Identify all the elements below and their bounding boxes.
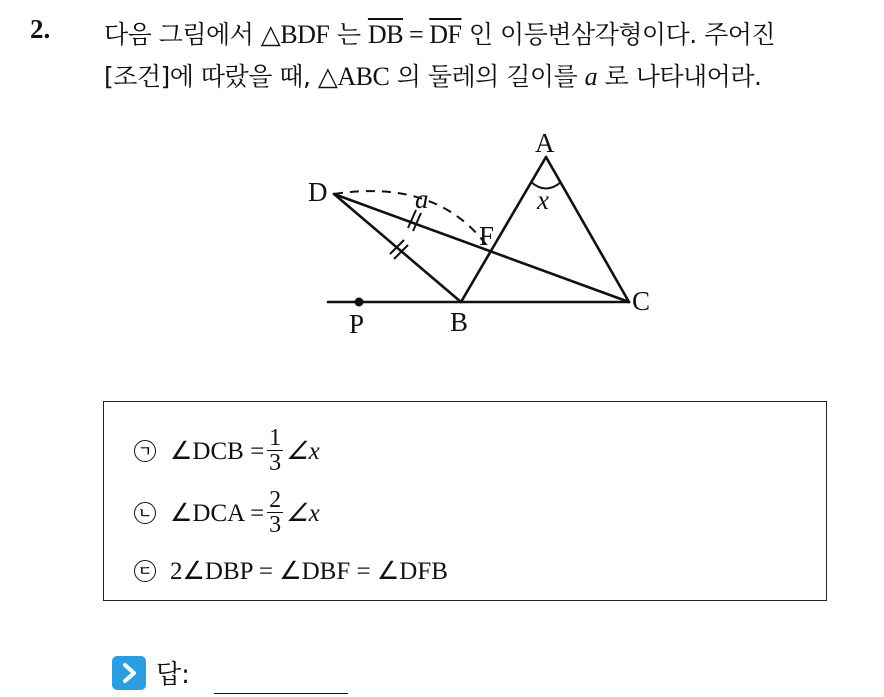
question-number: 2. (30, 14, 51, 44)
label-f: F (479, 221, 495, 251)
fraction-denominator: 3 (269, 512, 282, 538)
condition-3-text: 2∠DBP = ∠DBF = ∠DFB (170, 558, 448, 585)
fraction-numerator: 2 (269, 487, 282, 513)
question-text-part: 의 둘레의 길이를 (389, 62, 585, 91)
marker-giyeok: ㄱ (134, 440, 156, 462)
question-text-part: [조건]에 따랐을 때, (104, 62, 318, 91)
variable-a: a (584, 62, 598, 91)
label-arc-a: a (415, 184, 429, 214)
segment-df: $\overline{DF}$ (429, 20, 462, 49)
question-text-part: 는 (329, 20, 368, 49)
condition-1 (134, 426, 320, 475)
chevron-right-icon (112, 656, 146, 690)
conditions-box (103, 401, 827, 601)
condition-1-lhs: ∠DCB = (170, 437, 265, 465)
segment-db: $\overline{DB}$ (367, 20, 404, 49)
label-p: P (349, 309, 365, 339)
fraction-denominator: 3 (269, 450, 282, 476)
answer-row (112, 654, 190, 691)
question-text-part: 인 이등변삼각형이다. 주어진 (461, 20, 776, 49)
label-d: D (308, 177, 328, 207)
equals-sign: = (403, 20, 430, 49)
fraction-numerator: 1 (269, 425, 282, 451)
label-angle-x: x (537, 185, 549, 215)
segment-db-line (334, 194, 461, 302)
question-text-part: 다음 그림에서 (104, 20, 261, 49)
question-text-part: 로 나타내어라. (597, 62, 762, 91)
condition-1-rhs: ∠x (286, 437, 320, 465)
triangle-bdf: △BDF (260, 20, 330, 49)
condition-2 (134, 488, 320, 537)
point-p (355, 298, 364, 307)
fraction (267, 488, 283, 537)
segment-ac (546, 157, 629, 302)
label-a-vertex: A (535, 128, 555, 158)
marker-digeut: ㄷ (134, 560, 156, 582)
marker-nieun: ㄴ (134, 502, 156, 524)
condition-3 (134, 556, 448, 586)
condition-2-lhs: ∠DCA = (170, 499, 265, 527)
fraction (267, 426, 283, 475)
label-b: B (450, 307, 469, 337)
triangle-abc: △ABC (317, 62, 390, 91)
label-c: C (632, 286, 651, 316)
answer-label: 답: (156, 660, 190, 690)
answer-blank-line[interactable] (214, 693, 348, 694)
condition-2-rhs: ∠x (286, 499, 320, 527)
